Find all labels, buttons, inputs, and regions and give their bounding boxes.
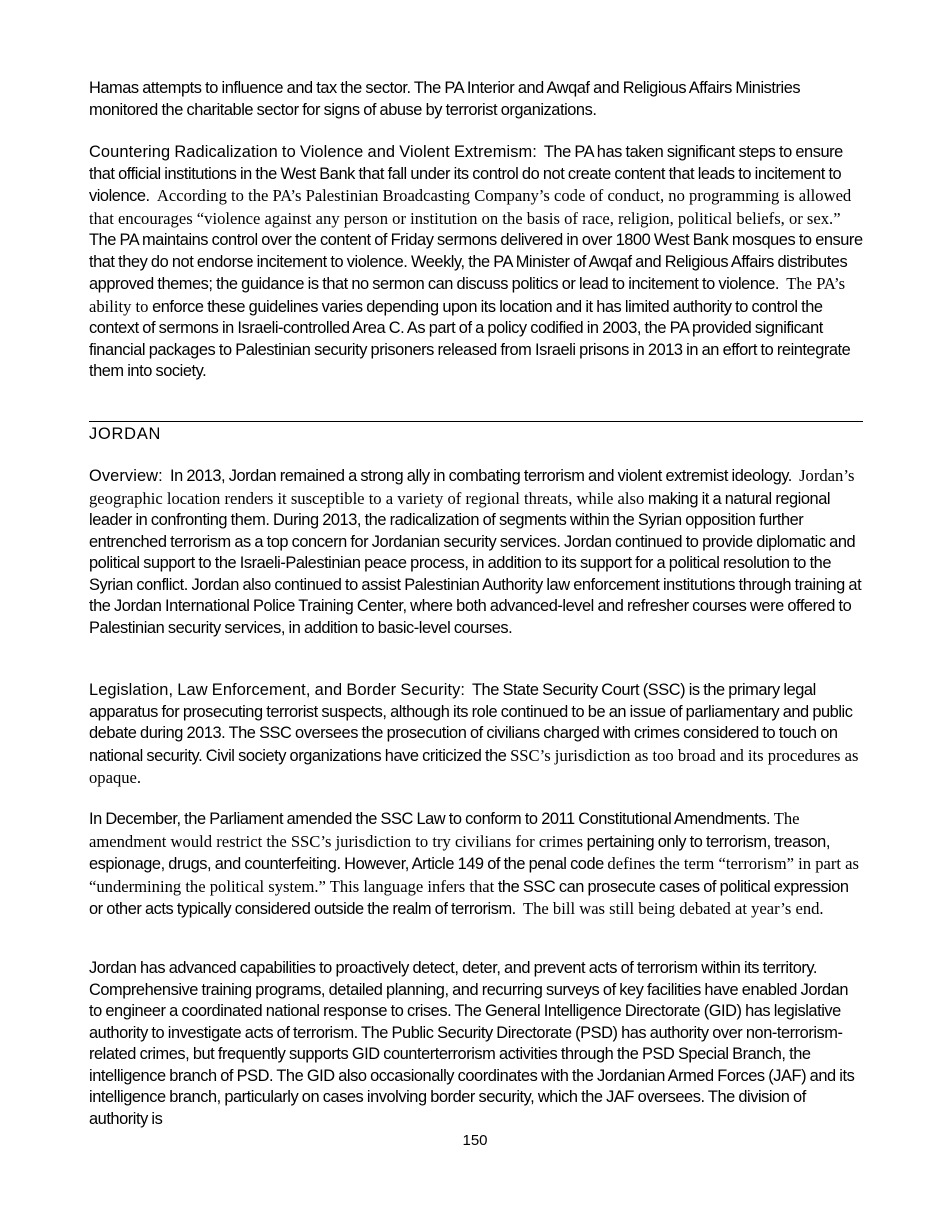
legislation-text-2: SSC’s jurisdiction as too broad and its procedures as opaque. — [89, 745, 859, 787]
jordan-heading: JORDAN — [89, 425, 162, 443]
overview-section — [89, 465, 863, 639]
december-section — [89, 808, 863, 921]
legislation-text-1: The State Security Court (SSC) is the primary legal apparatus for prosecuting terrorist suspects, although its role continued to be an issue of parliamentary and public debate during 2013. The SSC oversees the prosecution of civilians charged with crimes considered to touch on national security. Civil society organizations have criticized the — [89, 681, 853, 765]
countering-paragraph — [89, 142, 863, 383]
legislation-section — [89, 680, 863, 790]
countering-text-2: According to the PA’s Palestinian Broadcasting Company’s code of conduct, no programming is allowed that encourages “violence against any person or institution on the basis of race, religion, political beliefs, or sex.” — [89, 186, 852, 228]
overview-paragraph — [89, 465, 863, 639]
december-text-3: pertaining only to terrorism, treason, espionage, drugs, and counterfeiting. However, Article 149 of the penal code — [89, 832, 830, 873]
december-text-2: The amendment would restrict the SSC’s jurisdiction to try civilians for crimes — [89, 809, 800, 851]
countering-section — [89, 142, 863, 383]
december-text-6: The bill was still being debated at year’s end. — [522, 899, 824, 918]
december-text-1: In December, the Parliament amended the SSC Law to conform to 2011 Constitutional Amendments. — [89, 810, 771, 828]
legislation-label: Legislation, Law Enforcement, and Border Security: — [89, 681, 466, 699]
countering-text-1: The PA has taken significant steps to ensure that official institutions in the West Bank that fall under its control do not create content that leads to incitement to violence. — [89, 143, 843, 205]
countering-label: Countering Radicalization to Violence and Violent Extremism: — [89, 143, 537, 161]
overview-text-2: Jordan’s geographic location renders it susceptible to a variety of regional threats, while also — [89, 466, 855, 508]
overview-label: Overview: — [89, 467, 163, 485]
capabilities-paragraph: Jordan has advanced capabilities to proactively detect, deter, and prevent acts of terrorism within its territory. Comprehensive training programs, detailed planning, and recurring surveys of key facilities have enabled Jordan to engineer a coordinated national response to crises. The General Intelligence Directorate (GID) has legislative authority to investigate acts of terrorism. The Public Security Directorate (PSD) has authority over non-terrorism-related crimes, but frequently supports GID counterterrorism activities through the PSD Special Branch, the intelligence branch of PSD. The GID also occasionally coordinates with the Jordanian Armed Forces (JAF) and its intelligence branch, particularly on cases involving border security, which the JAF oversees. The division of authority is — [89, 959, 855, 1128]
countering-text-3: The PA maintains control over the content of Friday sermons delivered in over 1800 West Bank mosques to ensure that they do not endorse incitement to violence. Weekly, the PA Minister of Awqaf and Religious Affairs distributes approved themes; the guidance is that no sermon can discuss politics or lead to incitement to violence. — [89, 231, 863, 293]
countering-text-5: enforce these guidelines varies depending upon its location and it has limited authority to control the context of sermons in Israeli-controlled Area C. As part of a policy codified in 2003, the PA provided significant financial packages to Palestinian security prisoners released from Israeli prisons in 2013 in an effort to reintegrate them into society. — [89, 297, 851, 380]
legislation-paragraph — [89, 680, 863, 790]
overview-text-1: In 2013, Jordan remained a strong ally in combating terrorism and violent extremist ideology. — [169, 467, 792, 485]
december-paragraph — [89, 808, 863, 921]
intro-paragraph: Hamas attempts to influence and tax the sector. The PA Interior and Awqaf and Religious Affairs Ministries monitored the charitable sector for signs of abuse by terrorist organizations. — [89, 79, 801, 119]
intro-paragraph-block — [89, 78, 863, 121]
page-number: 150 — [462, 1132, 488, 1149]
december-text-4: defines the term “terrorism” in part as “undermining the political system.” This language infers that — [89, 854, 859, 896]
section-divider — [89, 421, 863, 422]
capabilities-section — [89, 958, 863, 1130]
countering-text-4: The PA’s ability to — [89, 274, 846, 316]
overview-text-3: making it a natural regional leader in confronting them. During 2013, the radicalization of segments within the Syrian opposition further entrenched terrorism as a top concern for Jordanian security services. Jordan continued to provide diplomatic and political support to the Israeli-Palestinian peace process, in addition to its support for a political resolution to the Syrian conflict. Jordan also continued to assist Palestinian Authority law enforcement institutions through training at the Jordan International Police Training Center, where both advanced-level and refresher courses were offered to Palestinian security services, in addition to basic-level courses. — [89, 489, 862, 637]
december-text-5: the SSC can prosecute cases of political expression or other acts typically considered outside the realm of terrorism. — [89, 877, 849, 918]
